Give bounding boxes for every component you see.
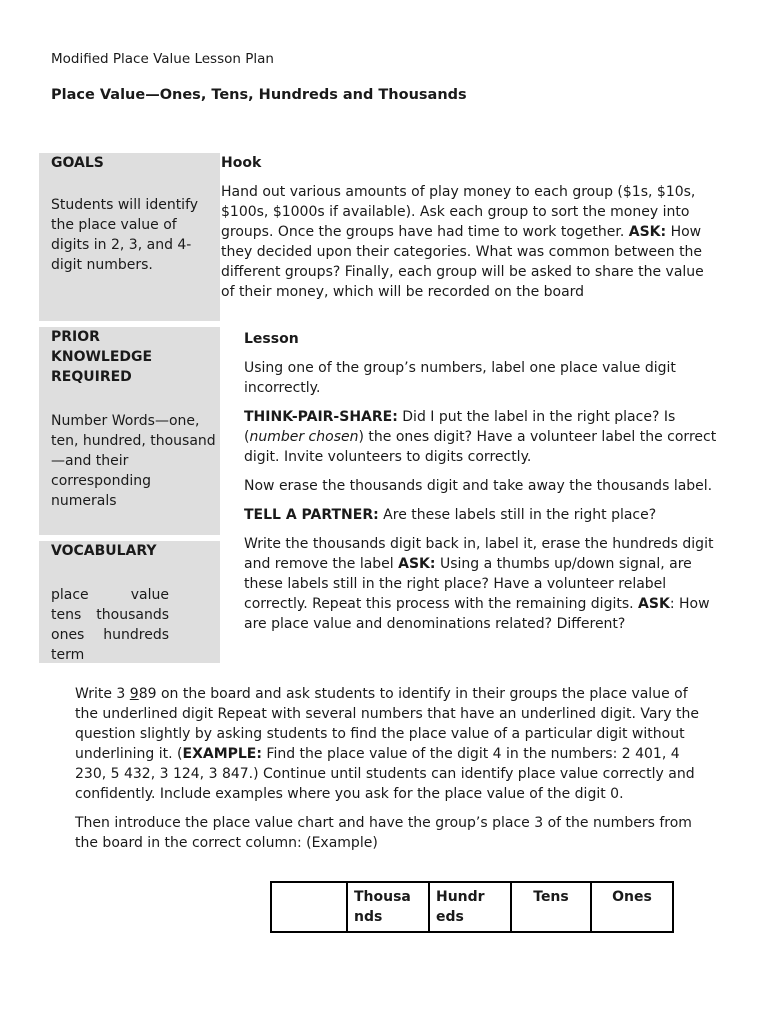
hook-text-part: Hand out various amounts of play money to each group ($1s, $10s, $100s, $1000s if available). Ask each group to sort the money into groups. Once the groups have had time to work together. <box>221 184 696 240</box>
hook-title: Hook <box>221 155 262 171</box>
vocab-word: tens <box>51 607 82 623</box>
example-label: EXAMPLE: <box>182 746 262 762</box>
lesson-italic-text: number chosen <box>249 429 359 445</box>
practice-text-part: 89 on the board and ask students to identify in their groups the place value of the underlined digit Repeat with several numbers that have an underlined digit. Vary the question slightly by asking students to find the place value of a particular digit without underlining it. ( <box>75 686 699 762</box>
vocab-word: value <box>130 587 169 603</box>
lesson-paragraph <box>244 407 724 467</box>
lesson-paragraph <box>244 505 724 525</box>
chart-header-thousands: Thousa nds <box>347 882 429 932</box>
ask-label: ASK: <box>628 224 667 240</box>
vocabulary-title: VOCABULARY <box>51 543 157 559</box>
vocabulary-box <box>39 541 220 663</box>
lesson-text-part: Did I put the label in the right place? Is ( <box>244 409 676 445</box>
vocabulary-list <box>51 585 169 665</box>
lesson-text-part: Write the thousands digit back in, label it, erase the hundreds digit and remove the label <box>244 536 714 572</box>
prior-knowledge-title: PRIOR KNOWLEDGE REQUIRED <box>51 329 153 385</box>
goals-text: Students will identify the place value of digits in 2, 3, and 4-digit numbers. <box>51 197 199 273</box>
hook-text <box>221 182 721 302</box>
vocab-word: term <box>51 647 85 663</box>
lesson-text-part: ) the ones digit? Have a volunteer label the correct digit. Invite volunteers to digits correctly. <box>244 429 717 465</box>
prior-knowledge-box <box>39 327 220 535</box>
chart-header-ones: Ones <box>591 882 673 932</box>
chart-header-hundreds: Hundr eds <box>429 882 511 932</box>
vocab-word: place <box>51 587 89 603</box>
lesson-title: Lesson <box>244 331 299 347</box>
practice-text-part: Write 3 <box>75 686 130 702</box>
practice-paragraph <box>75 684 715 804</box>
page-title: Place Value—Ones, Tens, Hundreds and Thousands <box>51 87 467 103</box>
hook-text-part: How they decided upon their categories. What was common between the different groups? Finally, each group will be asked to share the value of their money, which will be recorded on the board <box>221 224 704 300</box>
ask-label: ASK: <box>398 556 436 572</box>
lesson-paragraph: Using one of the group’s numbers, label one place value digit incorrectly. <box>244 360 676 396</box>
ask-label: ASK <box>638 596 670 612</box>
place-value-chart-header-row <box>271 882 673 932</box>
prior-knowledge-text: Number Words—one, ten, hundred, thousand—and their corresponding numerals <box>51 413 216 509</box>
goals-title: GOALS <box>51 155 104 171</box>
lesson-paragraph <box>244 534 724 634</box>
place-value-chart <box>270 881 674 933</box>
chart-header-cell <box>271 882 347 932</box>
think-pair-share-label: THINK-PAIR-SHARE: <box>244 409 398 425</box>
lesson-section <box>244 329 724 643</box>
underlined-digit: 9 <box>129 686 139 702</box>
document-title: Modified Place Value Lesson Plan <box>51 51 274 67</box>
vocab-word: thousands <box>96 607 169 623</box>
lesson-text-part: : How are place value and denominations related? Different? <box>244 596 710 632</box>
lesson-text-part: Are these labels still in the right place? <box>378 507 657 523</box>
goals-box <box>39 153 220 321</box>
practice-section <box>75 684 715 862</box>
tell-a-partner-label: TELL A PARTNER: <box>244 507 379 523</box>
chart-header-tens: Tens <box>511 882 591 932</box>
hook-section <box>221 153 721 302</box>
vocab-word: ones <box>51 627 85 643</box>
vocab-word: hundreds <box>103 627 169 643</box>
practice-text-part: Find the place value of the digit 4 in the numbers: 2 401, 4 230, 5 432, 3 124, 3 847.) Continue until students can identify place value correctly and confidently. Include examples where you ask for the place value of the digit 0. <box>75 746 695 802</box>
lesson-text-part: Using a thumbs up/down signal, are these labels still in the right place? Have a volunteer relabel correctly. Repeat this process with the remaining digits. <box>244 556 692 612</box>
practice-paragraph: Then introduce the place value chart and have the group’s place 3 of the numbers from the board in the correct column: (Example) <box>75 815 692 851</box>
lesson-paragraph: Now erase the thousands digit and take away the thousands label. <box>244 478 713 494</box>
